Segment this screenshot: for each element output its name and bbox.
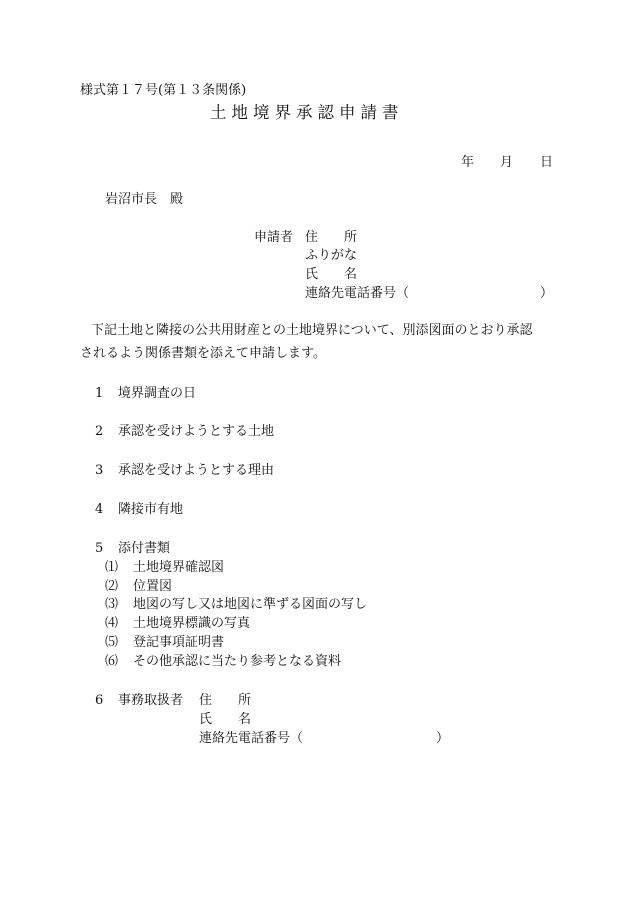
handler-name-label: 氏 名 (199, 712, 252, 727)
item-number: 1 (95, 386, 104, 401)
applicant-address-label: 住 所 (305, 230, 358, 245)
attachment-label: 土地境界標識の写真 (133, 616, 251, 631)
document-title: 土地境界承認申請書 (210, 103, 404, 122)
attachment-label: その他承認に当たり参考となる資料 (133, 654, 342, 669)
addressee: 岩沼市長 殿 (105, 192, 184, 207)
body-line-2: されるよう関係書類を添えて申請します。 (80, 346, 326, 361)
item-label: 添付書類 (118, 541, 171, 556)
handler-label: 事務取扱者 (118, 693, 184, 708)
body-line-1: 下記土地と隣接の公共用財産との土地境界について、別添図面のとおり承認 (91, 323, 533, 338)
date-day: 日 (540, 155, 554, 170)
item-number: 5 (95, 541, 104, 556)
handler-number: 6 (95, 693, 104, 708)
item-label: 承認を受けようとする土地 (118, 424, 275, 439)
date-year: 年 (461, 155, 475, 170)
form-number: 様式第１７号(第１３条関係) (80, 83, 247, 98)
applicant-label: 申請者 (254, 230, 294, 245)
attachment-number: ⑷ (105, 616, 119, 631)
attachment-number: ⑴ (105, 560, 119, 575)
attachment-number: ⑸ (105, 635, 119, 650)
handler-phone-close: ） (436, 731, 450, 746)
attachment-number: ⑶ (105, 597, 119, 612)
applicant-name-label: 氏 名 (305, 267, 358, 282)
item-label: 境界調査の日 (118, 386, 197, 401)
item-label: 隣接市有地 (118, 502, 184, 517)
attachment-label: 地図の写し又は地図に準ずる図面の写し (133, 597, 368, 612)
attachment-number: ⑵ (105, 579, 119, 594)
item-label: 承認を受けようとする理由 (118, 463, 275, 478)
item-number: 2 (95, 424, 104, 439)
item-number: 4 (95, 502, 104, 517)
item-number: 3 (95, 463, 104, 478)
applicant-phone-close: ） (540, 286, 554, 301)
handler-phone-label: 連絡先電話番号（ (199, 731, 304, 746)
attachment-label: 登記事項証明書 (133, 635, 225, 650)
attachment-label: 土地境界確認図 (133, 560, 225, 575)
attachment-number: ⑹ (105, 654, 119, 669)
date-month: 月 (500, 155, 514, 170)
applicant-phone-label: 連絡先電話番号（ (305, 286, 410, 301)
applicant-furigana-label: ふりがな (305, 248, 358, 263)
handler-address-label: 住 所 (199, 693, 252, 708)
attachment-label: 位置図 (133, 579, 173, 594)
